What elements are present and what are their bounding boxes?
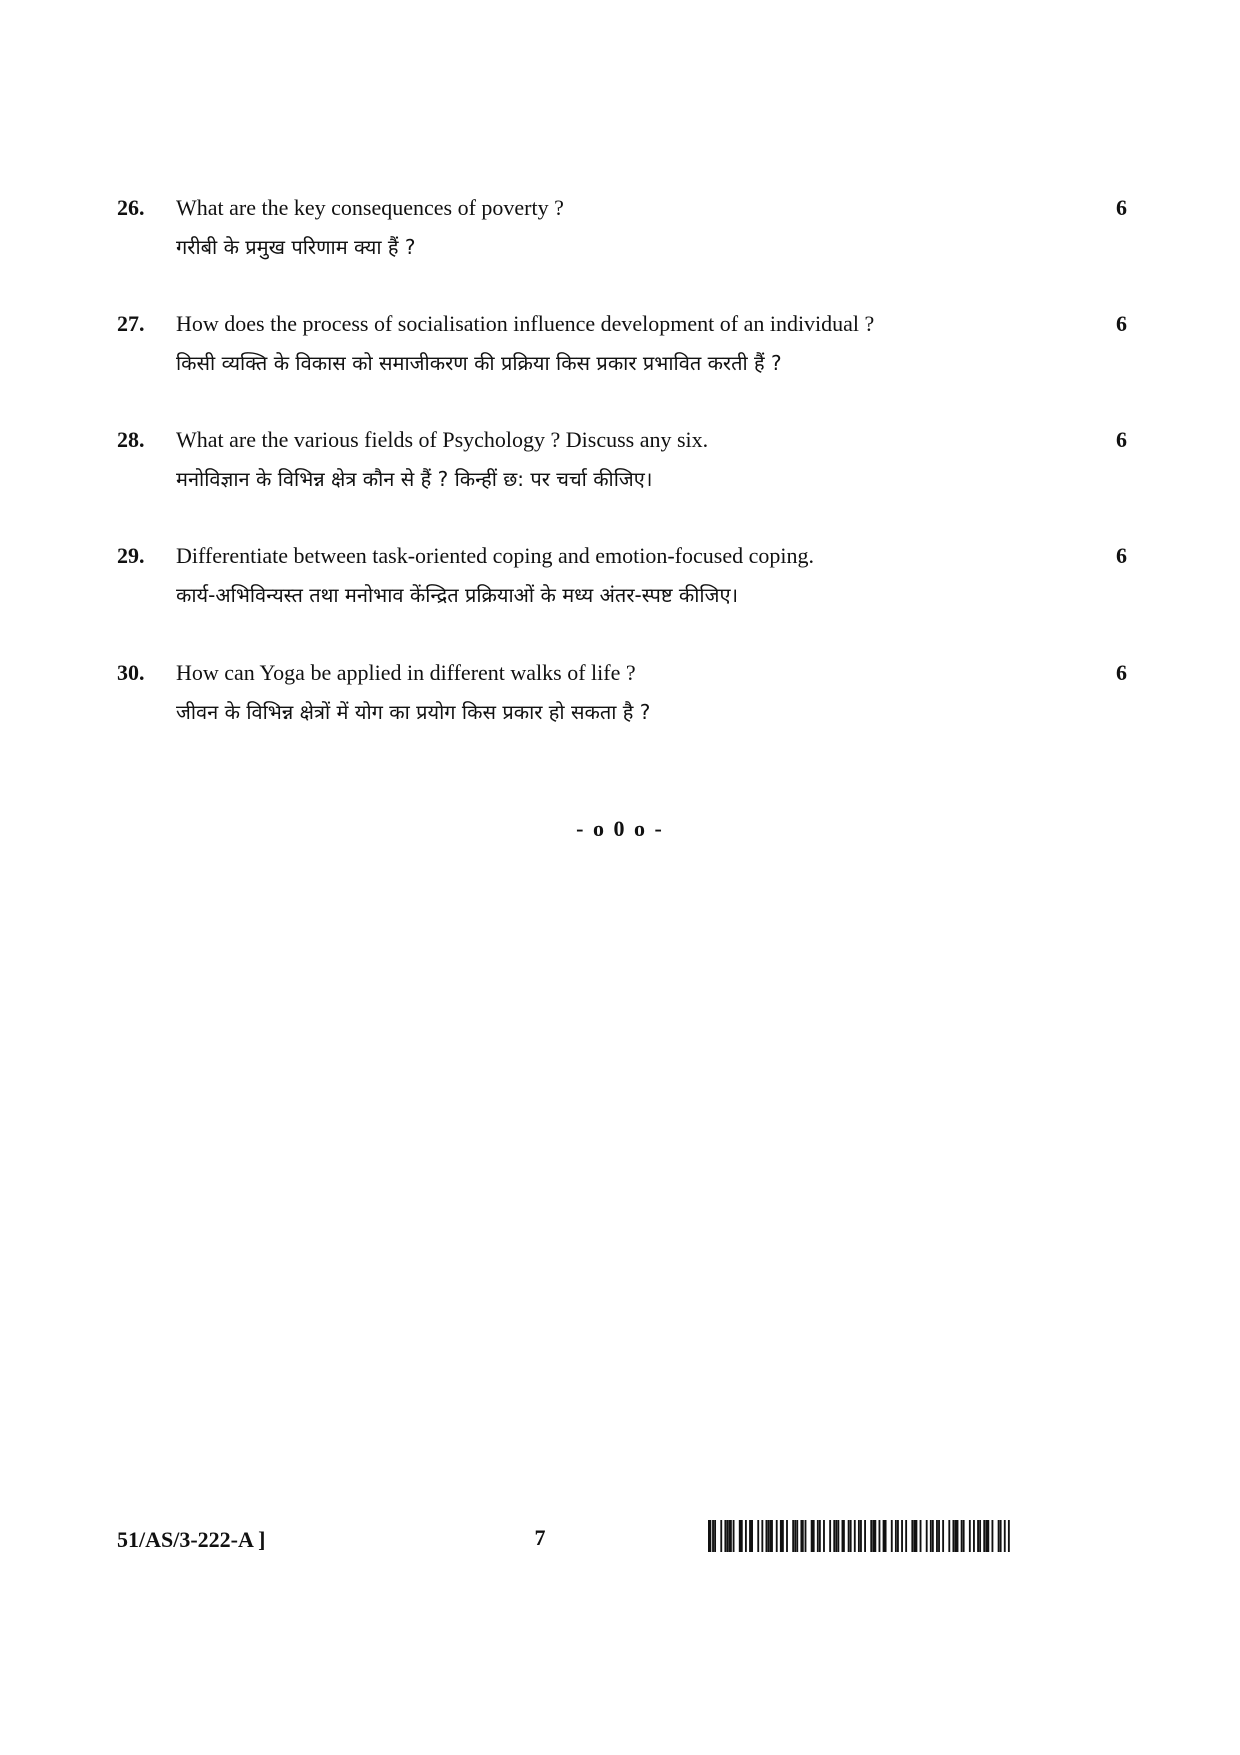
- barcode-bar: [1008, 1520, 1010, 1552]
- question-text-english: What are the various fields of Psychology ? Discuss any six.: [176, 427, 709, 452]
- end-of-paper-mark: - o 0 o -: [576, 816, 664, 841]
- barcode-bar: [786, 1520, 788, 1552]
- barcode-bar: [987, 1520, 989, 1552]
- barcode-bar: [932, 1520, 934, 1552]
- barcode-bar: [895, 1520, 897, 1552]
- question-number: 28.: [117, 427, 145, 452]
- barcode-bar: [796, 1520, 798, 1552]
- barcode-bar: [782, 1520, 784, 1552]
- question-marks: 6: [1116, 195, 1127, 220]
- barcode-bar: [992, 1520, 994, 1552]
- barcode-bar: [776, 1520, 778, 1552]
- page-number: 7: [534, 1525, 546, 1550]
- barcode-bar: [823, 1520, 825, 1552]
- barcode-bar: [897, 1520, 899, 1552]
- barcode-bar: [842, 1520, 845, 1552]
- barcode-bar: [817, 1520, 819, 1552]
- question-marks: 6: [1116, 543, 1127, 568]
- barcode-bar: [879, 1520, 881, 1552]
- question-text-english: Differentiate between task-oriented coping and emotion-focused coping.: [176, 543, 814, 568]
- barcode-bar: [860, 1520, 862, 1552]
- barcode-bar: [926, 1520, 928, 1552]
- barcode-bar: [733, 1520, 735, 1552]
- barcode-bar: [885, 1520, 887, 1552]
- barcode-bar: [837, 1520, 839, 1552]
- barcode-bar: [724, 1520, 726, 1552]
- barcode-bar: [948, 1520, 950, 1552]
- barcode-bar: [961, 1520, 963, 1552]
- question-number: 26.: [117, 195, 145, 220]
- barcode-bar: [891, 1520, 893, 1552]
- barcode-bar: [936, 1520, 938, 1552]
- barcode-bar: [901, 1520, 903, 1552]
- barcode-bar: [829, 1520, 831, 1552]
- barcode-bar: [833, 1520, 835, 1552]
- barcode-bar: [708, 1520, 711, 1552]
- question-text-hindi: कार्य-अभिविन्यस्त तथा मनोभाव केंन्द्रित प्रक्रियाओं के मध्य अंतर-स्पष्ट कीजिए।: [176, 583, 739, 607]
- question-text-hindi: गरीबी के प्रमुख परिणाम क्या हैं ?: [176, 235, 416, 259]
- question-text-english: What are the key consequences of poverty ?: [176, 195, 564, 220]
- barcode-bar: [930, 1520, 932, 1552]
- barcode-bar: [745, 1520, 747, 1552]
- question-text-english: How does the process of socialisation influence development of an individual ?: [176, 311, 875, 336]
- barcode-bar: [1004, 1520, 1006, 1552]
- barcode-bar: [805, 1520, 807, 1552]
- barcode-bar: [874, 1520, 876, 1552]
- barcode-bar: [712, 1520, 714, 1552]
- barcode-bar: [957, 1520, 959, 1552]
- barcode-bar: [726, 1520, 728, 1552]
- barcode-bar: [905, 1520, 907, 1552]
- question-marks: 6: [1116, 311, 1127, 336]
- question-text-english: How can Yoga be applied in different walks of life ?: [176, 660, 636, 685]
- question-text-hindi: जीवन के विभिन्न क्षेत्रों में योग का प्रयोग किस प्रकार हो सकता है ?: [176, 700, 651, 724]
- barcode-bar: [761, 1520, 763, 1552]
- barcode-bar: [848, 1520, 850, 1552]
- barcode-bar: [963, 1520, 965, 1552]
- barcode-bar: [813, 1520, 815, 1552]
- question-marks: 6: [1116, 427, 1127, 452]
- barcode-bar: [998, 1520, 1000, 1552]
- barcode-bar: [766, 1520, 768, 1552]
- question-text-hindi: किसी व्यक्ति के विकास को समाजीकरण की प्रक्रिया किस प्रकार प्रभावित करती हैं ?: [176, 351, 782, 375]
- barcode-bar: [729, 1520, 732, 1552]
- barcode-bar: [720, 1520, 722, 1552]
- barcode-bar: [969, 1520, 971, 1552]
- barcode-bar: [768, 1520, 770, 1552]
- question-number: 27.: [117, 311, 145, 336]
- barcode-bar: [800, 1520, 803, 1552]
- barcode-bar: [979, 1520, 981, 1552]
- barcode-icon: [708, 1520, 1010, 1552]
- barcode-bar: [850, 1520, 852, 1552]
- barcode-bar: [983, 1520, 985, 1552]
- barcode-bar: [952, 1520, 954, 1552]
- barcode-bar: [1000, 1520, 1002, 1552]
- question-number: 29.: [117, 543, 145, 568]
- barcode-bar: [973, 1520, 975, 1552]
- barcode-bar: [942, 1520, 944, 1552]
- question-marks: 6: [1116, 660, 1127, 685]
- barcode-bar: [858, 1520, 860, 1552]
- barcode-bar: [792, 1520, 794, 1552]
- barcode-bar: [714, 1520, 716, 1552]
- question-number: 30.: [117, 660, 145, 685]
- barcode-bar: [835, 1520, 837, 1552]
- barcode-bar: [770, 1520, 773, 1552]
- barcode-bar: [864, 1520, 866, 1552]
- barcode-bar: [920, 1520, 922, 1552]
- barcode-bar: [794, 1520, 796, 1552]
- barcode-bar: [916, 1520, 918, 1552]
- question-text-hindi: मनोविज्ञान के विभिन्न क्षेत्र कौन से हैं ? किन्हीं छ: पर चर्चा कीजिए।: [176, 467, 653, 491]
- barcode-bar: [757, 1520, 759, 1552]
- barcode-bar: [938, 1520, 940, 1552]
- paper-code: 51/AS/3-222-A ]: [117, 1527, 266, 1552]
- barcode-bar: [751, 1520, 753, 1552]
- barcode-bar: [977, 1520, 979, 1552]
- barcode-bar: [854, 1520, 856, 1552]
- barcode-bar: [819, 1520, 821, 1552]
- barcode-bar: [741, 1520, 743, 1552]
- barcode-bar: [911, 1520, 913, 1552]
- barcode-bar: [870, 1520, 872, 1552]
